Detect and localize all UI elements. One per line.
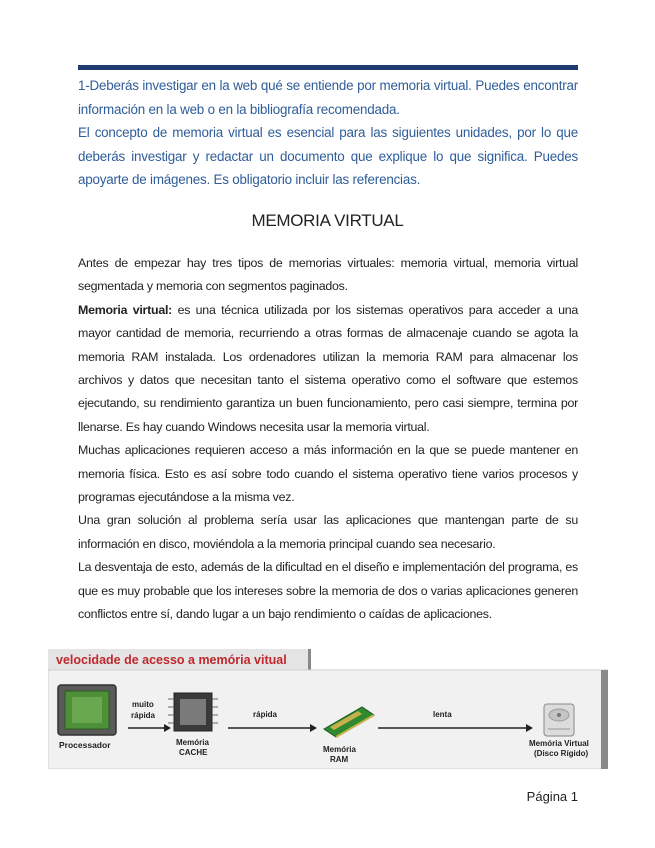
cache-chip-icon bbox=[168, 693, 218, 731]
body-paragraph-4: Una gran solución al problema sería usar las aplicaciones que mantengan parte de su información en disco, moviéndola a la memoria principal cuando sea necesario. bbox=[78, 513, 578, 551]
header-rule bbox=[78, 65, 578, 70]
arrow1-label-bottom: rápida bbox=[131, 711, 156, 720]
instruction-paragraph-2: El concepto de memoria virtual es esencial para las siguientes unidades, por lo que deberás investigar y redactar un documento que explique lo que significa. Puedes apoyarte de imágenes. Es obligatorio incluir las referencias. bbox=[78, 125, 578, 187]
virtual-memory-label-line1: Memória Virtual bbox=[529, 739, 589, 748]
page-number: Página 1 bbox=[526, 789, 578, 804]
term-memoria-virtual: Memoria virtual: bbox=[78, 302, 173, 317]
hard-disk-icon bbox=[544, 704, 574, 736]
diagram-header-edge bbox=[308, 649, 311, 670]
arrow1-label-top: muito bbox=[132, 700, 154, 709]
body-paragraph-2 bbox=[78, 299, 578, 439]
virtual-memory-label-line2: (Disco Rígido) bbox=[534, 749, 589, 758]
assignment-instructions bbox=[78, 74, 578, 192]
cache-label-line1: Memória bbox=[176, 738, 209, 747]
processor-label: Processador bbox=[59, 740, 111, 750]
memory-speed-diagram bbox=[48, 649, 608, 769]
arrow2-label: rápida bbox=[253, 710, 278, 719]
diagram-header-text: velocidade de acesso a memória vitual bbox=[56, 653, 287, 667]
instruction-paragraph-1: 1-Deberás investigar en la web qué se entiende por memoria virtual. Puedes encontrar información en la web o en la bibliografía recomendada. bbox=[78, 78, 578, 117]
ram-label-line2: RAM bbox=[330, 755, 349, 764]
body-paragraph-1: Antes de empezar hay tres tipos de memorias virtuales: memoria virtual, memoria virtual segmentada y memoria con segmentos paginados. bbox=[78, 256, 578, 294]
ram-label-line1: Memória bbox=[323, 745, 356, 754]
arrow3-label: lenta bbox=[433, 710, 452, 719]
cache-label-line2: CACHE bbox=[179, 748, 208, 757]
document-body bbox=[78, 252, 578, 627]
processor-icon bbox=[58, 685, 116, 735]
body-paragraph-2-text: es una técnica utilizada por los sistemas operativos para acceder a una mayor cantidad de memoria, recurriendo a otras formas de almacenaje cuando se agota la memoria RAM instalada. Los ordenadores utilizan la memoria RAM para almacenar los archivos y datos que necesitan tanto el sistema operativo como el software que estemos ejecutando, su rendimiento garantiza un buen funcionamiento, pero casi siempre, termina por llenarse. Es hay cuando Windows necesita usar la memoria virtual. bbox=[78, 302, 578, 434]
body-paragraph-5: La desventaja de esto, además de la dificultad en el diseño e implementación del programa, es que es muy probable que los intereses sobre la memoria de dos o varias aplicaciones generen conflictos entre sí, dando lugar a un bajo rendimiento o caídas de aplicaciones. bbox=[78, 560, 578, 622]
body-paragraph-3: Muchas aplicaciones requieren acceso a más información en la que se puede mantener en memoria física. Esto es así sobre todo cuando el sistema operativo tiene varios procesos y programas ejecutándose a la misma vez. bbox=[78, 443, 578, 505]
diagram-panel-edge bbox=[601, 670, 608, 769]
document-title: MEMORIA VIRTUAL bbox=[251, 211, 404, 230]
